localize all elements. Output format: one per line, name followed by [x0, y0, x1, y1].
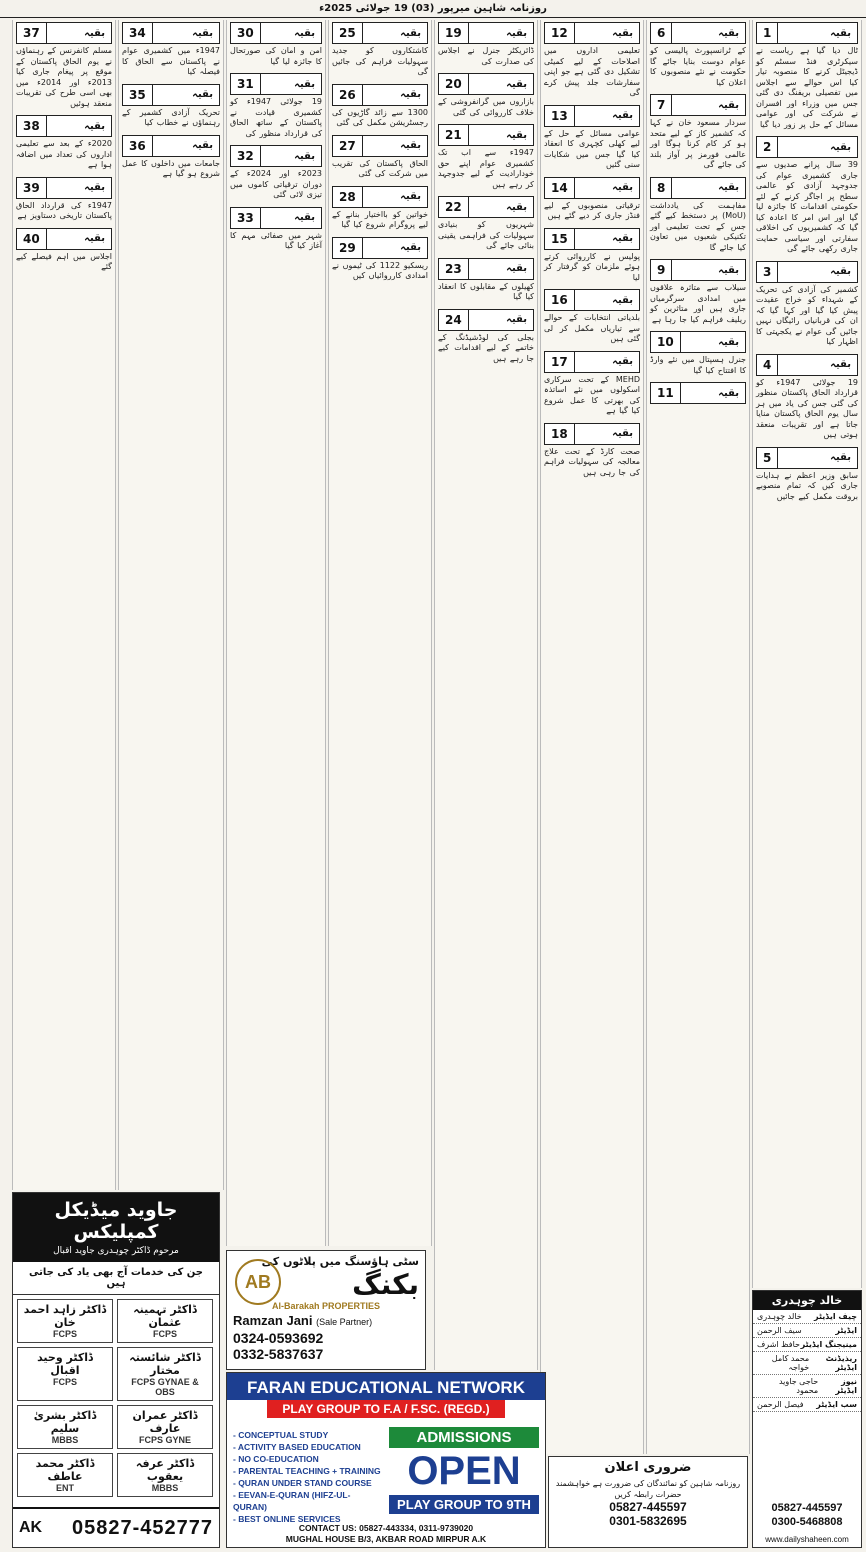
article-section — [438, 258, 534, 303]
column-4 — [434, 20, 538, 1370]
section-tag: بقیہ — [84, 27, 105, 39]
section-number-box — [756, 22, 858, 44]
faran-open: OPEN — [407, 1449, 521, 1493]
article-section — [756, 136, 858, 255]
doctor-card — [17, 1347, 113, 1401]
section-number: 20 — [439, 74, 469, 94]
article-section — [230, 73, 322, 139]
section-tag: بقیہ — [294, 78, 315, 90]
article-section — [122, 22, 220, 78]
section-number-box — [544, 289, 640, 311]
section-number-box — [332, 237, 428, 259]
section-number-box — [16, 115, 112, 137]
section-tag: بقیہ — [718, 27, 739, 39]
section-number: 21 — [439, 125, 469, 145]
section-tag: بقیہ — [84, 182, 105, 193]
section-tag: بقیہ — [294, 27, 315, 39]
section-text: کھیلوں کے مقابلوں کا انعقاد کیا گیا — [438, 281, 534, 301]
doctor-card — [117, 1453, 213, 1497]
al-barakah-logo-icon: AB — [235, 1259, 281, 1305]
section-tag: بقیہ — [612, 294, 633, 306]
article-section — [438, 124, 534, 190]
medical-complex-ad — [12, 1192, 220, 1548]
section-number: 36 — [123, 136, 153, 156]
section-text: مسلم کانفرنس کے رہنماؤں نے یوم الحاق پاکستان کے موقع پر پیغام جاری کیا 2013ء اور 2014ء میں بھی اسی طرح کی تقریبات منعقد ہوئیں — [16, 46, 112, 108]
column-7 — [118, 20, 224, 1190]
section-number: 29 — [333, 238, 363, 258]
contact-role: (Sale Partner) — [316, 1317, 373, 1327]
article-section — [650, 259, 746, 325]
article-section — [544, 289, 640, 345]
article-section — [122, 135, 220, 180]
article-section — [438, 22, 534, 67]
section-number: 16 — [545, 290, 575, 310]
medical-ad-tagline: جن کی خدمات آج بھی یاد کی جاتی ہیں — [13, 1262, 219, 1295]
section-number: 27 — [333, 136, 363, 156]
section-tag: بقیہ — [400, 27, 421, 39]
article-section — [544, 228, 640, 284]
section-number: 5 — [757, 448, 778, 468]
section-number-box — [650, 22, 746, 44]
section-number: 1 — [757, 23, 778, 43]
section-number-box — [438, 22, 534, 44]
section-tag: بقیہ — [718, 182, 739, 193]
article-section — [544, 423, 640, 479]
article-section — [332, 135, 428, 180]
faran-feature: - ACTIVITY BASED EDUCATION — [233, 1442, 361, 1452]
section-text: بجلی کی لوڈشیڈنگ کے خاتمے کے لیے اقدامات کیے جا رہے ہیں — [438, 332, 534, 363]
staff-role: مینیجنگ ایڈیٹر — [800, 1340, 857, 1349]
section-number: 40 — [17, 229, 47, 249]
section-text: اجلاس میں اہم فیصلے کیے گئے — [16, 251, 112, 271]
section-tag: بقیہ — [830, 141, 851, 153]
section-number-box — [16, 177, 112, 199]
section-number-box — [16, 22, 112, 44]
section-text: جامعات میں داخلوں کا عمل شروع ہو گیا ہے — [122, 158, 220, 178]
article-section — [650, 331, 746, 376]
section-text: 1947ء سے اب تک کشمیری عوام اپنے حق خودارادیت کے لیے جدوجہد کر رہے ہیں — [438, 148, 534, 189]
article-section — [332, 186, 428, 231]
article-section — [756, 354, 858, 441]
section-number: 13 — [545, 106, 575, 126]
section-number-box — [544, 177, 640, 199]
section-tag: بقیہ — [400, 191, 421, 202]
section-tag: بقیہ — [830, 452, 851, 463]
staff-name: سیف الرحمن — [757, 1326, 802, 1335]
faran-feature: - QURAN UNDER STAND COURSE — [233, 1478, 372, 1488]
article-section — [16, 228, 112, 273]
section-text: پولیس نے کارروائی کرتے ہوئے ملزمان کو گرفتار کر لیا — [544, 251, 640, 282]
section-number: 7 — [651, 95, 672, 115]
medical-phone: 05827-452777 — [71, 1516, 213, 1539]
section-tag: بقیہ — [506, 27, 527, 39]
section-tag: بقیہ — [294, 212, 315, 223]
section-number: 30 — [231, 23, 261, 43]
section-text: صحت کارڈ کے تحت علاج معالجہ کی سہولیات فراہم کی جا رہی ہیں — [544, 446, 640, 477]
section-number-box — [438, 73, 534, 95]
section-number-box — [544, 423, 640, 445]
section-tag: بقیہ — [192, 27, 213, 39]
doctor-name: ڈاکٹر وحید اقبال — [37, 1351, 93, 1377]
section-text: ترقیاتی منصوبوں کے لیے فنڈز جاری کر دیے گئے ہیں — [544, 200, 640, 220]
section-number: 17 — [545, 352, 575, 372]
article-section — [16, 177, 112, 222]
article-section — [650, 177, 746, 254]
article-section — [438, 196, 534, 252]
column-1 — [752, 20, 862, 1288]
section-text: 39 سال پرانے صدیوں سے جاری کشمیری عوام کی جدوجہد آزادی کو عالمی سطح پر اجاگر کرنے کے لئے حکومتی اقدامات کا جائزہ لیا گیا اور اس امر کا اعادہ کیا گیا کہ کشمیریوں کی اخلاقی سفارتی اور سیاسی حمایت جاری رکھی جائے گی — [756, 160, 858, 253]
booking-contact-person — [227, 1311, 425, 1330]
section-text: جنرل ہسپتال میں نئے وارڈ کا افتتاح کیا گیا — [650, 355, 746, 375]
article-section — [122, 84, 220, 129]
section-text: 2023ء اور 2024ء کے دوران ترقیاتی کاموں میں تیزی لائی گئی — [230, 169, 322, 199]
staff-list — [753, 1310, 861, 1412]
section-tag: بقیہ — [84, 120, 105, 132]
section-tag: بقیہ — [718, 264, 739, 276]
doctor-credential: FCPS — [52, 1377, 77, 1387]
section-text: امن و امان کی صورتحال کا جائزہ لیا گیا — [230, 46, 322, 66]
article-section — [230, 22, 322, 67]
section-number-box — [650, 94, 746, 116]
column-2 — [646, 20, 750, 1454]
section-tag: بقیہ — [84, 233, 105, 244]
section-number-box — [756, 136, 858, 158]
section-tag: بقیہ — [612, 182, 633, 193]
doctor-card — [117, 1347, 213, 1401]
section-tag: بقیہ — [830, 27, 851, 39]
editorial-staff-box — [752, 1290, 862, 1548]
section-number: 24 — [439, 310, 469, 330]
doctor-list — [13, 1295, 219, 1501]
staff-name: محمد کامل خواجہ — [771, 1354, 810, 1372]
article-section — [332, 237, 428, 282]
medical-ad-title: جاوید میڈیکل کمپلیکس — [54, 1199, 178, 1243]
section-text: سابق وزیر اعظم نے ہدایات جاری کیں کہ تمام منصوبے بروقت مکمل کیے جائیں — [756, 470, 858, 501]
doctor-name: ڈاکٹر بشریٰ سلیم — [33, 1409, 97, 1435]
section-number: 39 — [17, 178, 47, 198]
doctor-credential: FCPS GYNAE & OBS — [131, 1377, 199, 1397]
section-text: 2020ء کے بعد سے تعلیمی اداروں کی تعداد میں اضافہ ہوا ہے — [16, 139, 112, 169]
section-number-box — [332, 135, 428, 157]
section-number-box — [544, 351, 640, 373]
section-number-box — [230, 22, 322, 44]
doctor-credential: ENT — [56, 1483, 74, 1493]
staff-role: چیف ایڈیٹر — [814, 1312, 857, 1321]
section-number: 32 — [231, 146, 261, 166]
section-number: 4 — [757, 355, 778, 375]
faran-feature: - BEST ONLINE SERVICES — [233, 1514, 341, 1524]
doctor-credential: MBBS — [151, 1483, 179, 1493]
staff-role: سب ایڈیٹر — [816, 1400, 857, 1409]
article-section — [756, 22, 858, 130]
section-number-box — [756, 261, 858, 283]
section-number-box — [438, 124, 534, 146]
section-number: 11 — [651, 383, 681, 403]
article-section — [16, 22, 112, 109]
section-text: ریسکیو 1122 کی ٹیموں نے امدادی کارروائیاں کیں — [332, 260, 428, 280]
article-section — [230, 207, 322, 252]
staff-name: خالد چوہدری — [757, 1312, 802, 1321]
article-section — [438, 309, 534, 365]
section-number-box — [438, 258, 534, 280]
doctor-card — [17, 1405, 113, 1449]
contact-name: Ramzan Jani — [233, 1313, 313, 1328]
article-section — [650, 94, 746, 171]
section-tag: بقیہ — [506, 314, 527, 325]
faran-educational-ad — [226, 1372, 546, 1548]
article-section — [544, 22, 640, 99]
section-number-box — [332, 22, 428, 44]
section-text: ڈائریکٹر جنرل نے اجلاس کی صدارت کی — [438, 46, 534, 66]
column-8 — [12, 20, 116, 1190]
booking-ad-brand: Al-Barakah PROPERTIES — [271, 1301, 381, 1311]
section-number-box — [650, 382, 746, 404]
doctor-card — [117, 1299, 213, 1343]
section-number: 8 — [651, 178, 672, 198]
section-number-box — [230, 73, 322, 95]
section-tag: بقیہ — [400, 140, 421, 151]
faran-playgroup: PLAY GROUP TO 9TH — [389, 1495, 539, 1514]
section-text: شہر میں صفائی مہم کا آغاز کیا گیا — [230, 230, 322, 250]
staff-phone-1: 05827-445597 — [771, 1502, 843, 1514]
section-number: 2 — [757, 137, 778, 157]
section-number: 38 — [17, 116, 47, 136]
section-text: بلدیاتی انتخابات کے حوالے سے تیاریاں مکمل کر لی گئی ہیں — [544, 313, 640, 343]
doctor-credential: FCPS — [152, 1329, 177, 1339]
column-6 — [226, 20, 326, 1246]
section-number-box — [16, 228, 112, 250]
article-section — [544, 177, 640, 222]
section-tag: بقیہ — [830, 359, 851, 370]
section-text: 19 جولائی 1947ء کو کشمیری قیادت نے پاکستان کے ساتھ الحاق کی قرارداد منظور کی — [230, 97, 323, 138]
section-tag: بقیہ — [612, 356, 633, 367]
medical-ad-header — [13, 1193, 219, 1262]
section-number-box — [756, 447, 858, 469]
faran-admissions: ADMISSIONS — [389, 1427, 539, 1448]
section-text: بازاروں میں گرانفروشی کے خلاف کارروائی کی گئی — [438, 97, 534, 117]
staff-row — [753, 1324, 861, 1338]
section-number-box — [230, 207, 322, 229]
staff-row — [753, 1338, 861, 1352]
faran-contact-phone: CONTACT US: 05827-443334, 0311-9739020 — [298, 1523, 474, 1533]
section-tag: بقیہ — [506, 263, 527, 274]
section-number: 12 — [545, 23, 575, 43]
staff-role: ایڈیٹر — [835, 1326, 857, 1335]
doctor-name: ڈاکٹر محمد عاطف — [35, 1457, 95, 1483]
section-text: 19 جولائی 1947ء کو قرارداد الحاق پاکستان منظور کی گئی جس کی یاد میں ہر سال یوم الحاق پاکستان منایا جاتا ہے اور تقریبات منعقد ہوتی ہیں — [756, 377, 858, 439]
section-number: 6 — [651, 23, 672, 43]
notice-phone-2: 0301-5832695 — [609, 1514, 687, 1528]
section-tag: بقیہ — [612, 110, 633, 121]
section-tag: بقیہ — [830, 266, 851, 277]
section-number-box — [650, 177, 746, 199]
section-number-box — [544, 228, 640, 250]
booking-phone-1: 0324-0593692 — [233, 1330, 324, 1346]
staff-name: حاجی جاوید محمود — [778, 1377, 819, 1395]
section-text: MEHD کے تحت سرکاری اسکولوں میں نئے اساتذہ کی بھرتی کا عمل شروع کیا گیا ہے — [544, 374, 640, 415]
section-tag: بقیہ — [612, 233, 633, 244]
property-booking-ad — [226, 1250, 426, 1370]
faran-ribbon: PLAY GROUP TO F.A / F.SC. (REGD.) — [267, 1400, 505, 1418]
section-number: 37 — [17, 23, 47, 43]
section-number: 3 — [757, 262, 778, 282]
article-section — [544, 105, 640, 171]
staff-name: حافظ اشرف — [757, 1340, 800, 1349]
section-text: کاشتکاروں کو جدید سہولیات فراہم کی جائیں گی — [332, 46, 428, 76]
column-5 — [328, 20, 432, 1246]
article-section — [650, 22, 746, 88]
section-number: 35 — [123, 85, 153, 105]
section-tag: بقیہ — [400, 242, 421, 253]
section-number-box — [438, 196, 534, 218]
article-section — [230, 145, 322, 201]
section-tag: بقیہ — [506, 201, 527, 213]
section-number: 28 — [333, 187, 363, 207]
ak-logo: AK — [19, 1519, 43, 1536]
staff-website[interactable]: www.dailyshaheen.com — [765, 1535, 849, 1544]
section-tag: بقیہ — [718, 336, 739, 348]
section-tag: بقیہ — [612, 27, 633, 39]
section-number: 19 — [439, 23, 469, 43]
section-number-box — [756, 354, 858, 376]
medical-ad-subtitle: مرحوم ڈاکٹر چوہدری جاوید اقبال — [53, 1246, 179, 1256]
section-number-box — [544, 105, 640, 127]
section-text: مفاہمت کی یادداشت (MoU) پر دستخط کیے گئے جس کے تحت تعلیمی اور تکنیکی شعبوں میں تعاون کیا جائے گا — [650, 200, 746, 252]
doctor-name: ڈاکٹر زاہد احمد خان — [23, 1303, 107, 1329]
section-number-box — [544, 22, 640, 44]
section-number-box — [122, 135, 220, 157]
faran-contact — [227, 1523, 545, 1545]
section-text: ٹال دیا گیا ہے ریاست نے سیکرٹری فنڈ سسٹم کو ڈیجیٹل کرنے کا منصوبہ تیار کیا اس حوالے سے اجلاس میں تفصیلی بریفنگ دی گئی جس میں وزراء اور افسران نے شرکت کی اور عوامی مسائل کے حل پر زور دیا گیا — [756, 46, 858, 129]
staff-role: نیوز ایڈیٹر — [835, 1377, 857, 1395]
faran-title: FARAN EDUCATIONAL NETWORK — [227, 1373, 545, 1400]
notice-body: روزنامہ شاہین کو نمائندگان کی ضرورت ہے خواہشمند حضرات رابطہ کریں — [555, 1479, 741, 1499]
booking-phone-2: 0332-5837637 — [233, 1346, 324, 1362]
doctor-name: ڈاکٹر تہمینہ عثمان — [133, 1303, 197, 1329]
section-tag: بقیہ — [400, 89, 421, 100]
article-section — [16, 115, 112, 171]
faran-feature: - PARENTAL TEACHING + TRAINING — [233, 1466, 381, 1476]
staff-row — [753, 1352, 861, 1375]
faran-feature: - CONCEPTUAL STUDY — [233, 1430, 329, 1440]
staff-phone-2: 0300-5468808 — [771, 1516, 843, 1528]
section-number-box — [332, 84, 428, 106]
section-number-box — [650, 259, 746, 281]
section-number: 33 — [231, 208, 261, 228]
doctor-card — [17, 1453, 113, 1497]
staff-head: خالد چوہدری — [753, 1291, 861, 1310]
important-notice-ad — [548, 1456, 748, 1548]
section-text: شہریوں کو بنیادی سہولیات کی فراہمی یقینی بنائی جائے گی — [438, 220, 534, 250]
booking-ad-line: سٹی ہاؤسنگ میں پلاٹوں کی — [261, 1255, 419, 1268]
doctor-name: ڈاکٹر عرفہ یعقوب — [135, 1457, 195, 1483]
section-text: تحریک آزادی کشمیر کے رہنماؤں نے خطاب کیا — [122, 107, 220, 127]
section-number-box — [332, 186, 428, 208]
article-section — [332, 84, 428, 129]
section-number-box — [230, 145, 322, 167]
faran-contact-address: MUGHAL HOUSE B/3, AKBAR ROAD MIRPUR A.K — [285, 1534, 487, 1544]
section-tag: بقیہ — [718, 387, 739, 399]
section-tag: بقیہ — [612, 428, 633, 439]
section-number: 25 — [333, 23, 363, 43]
faran-feature: - EEVAN-E-QURAN (HIFZ-UL-QURAN) — [233, 1490, 351, 1512]
section-number: 34 — [123, 23, 153, 43]
section-text: 1300 سے زائد گاڑیوں کی رجسٹریشن مکمل کی گئی — [332, 107, 428, 127]
section-text: عوامی مسائل کے حل کے لیے کھلی کچہری کا انعقاد کیا گیا جس میں شکایات سنی گئیں — [544, 128, 640, 169]
article-section — [544, 351, 640, 417]
doctor-card — [117, 1405, 213, 1449]
notice-phone-1: 05827-445597 — [609, 1500, 687, 1514]
section-number: 14 — [545, 178, 575, 198]
section-text: سیلاب سے متاثرہ علاقوں میں امدادی سرگرمیاں جاری ہیں اور متاثرین کو ریلیف فراہم کیا جا رہا ہے — [650, 283, 746, 324]
doctor-credential: FCPS GYNE — [138, 1435, 191, 1445]
faran-feature-list — [233, 1429, 383, 1525]
section-number-box — [650, 331, 746, 353]
section-number-box — [122, 84, 220, 106]
article-section — [650, 382, 746, 404]
section-tag: بقیہ — [506, 78, 527, 90]
section-tag: بقیہ — [192, 89, 213, 100]
notice-title: ضروری اعلان — [604, 1460, 692, 1475]
staff-phones — [753, 1501, 861, 1529]
section-number: 10 — [651, 332, 681, 352]
section-text: تعلیمی اداروں میں اصلاحات کے لیے کمیٹی تشکیل دی گئی ہے جو اپنی سفارشات جلد پیش کرے گی — [544, 46, 640, 97]
doctor-card — [17, 1299, 113, 1343]
section-number: 23 — [439, 259, 469, 279]
section-text: 1947ء میں کشمیری عوام نے پاکستان سے الحاق کا فیصلہ کیا — [122, 46, 220, 76]
medical-ad-footer — [13, 1507, 219, 1547]
section-tag: بقیہ — [294, 150, 315, 162]
doctor-name: ڈاکٹر شائستہ مختار — [129, 1351, 201, 1377]
column-3 — [540, 20, 644, 1454]
staff-role: ریذیڈنٹ ایڈیٹر — [825, 1354, 857, 1372]
staff-row — [753, 1375, 861, 1398]
section-number: 15 — [545, 229, 575, 249]
doctor-credential: MBBS — [51, 1435, 79, 1445]
booking-ad-headline: بکنگ — [352, 1268, 419, 1301]
section-text: سردار مسعود خان نے کہا کہ کشمیر کاز کے لیے متحد ہو کر کام کرنا ہوگا اور عالمی فورمز پر آواز بلند کی جائے گی — [650, 118, 746, 169]
article-section — [756, 261, 858, 348]
section-tag: بقیہ — [506, 129, 527, 141]
section-number: 31 — [231, 74, 261, 94]
doctor-name: ڈاکٹر عمران عارف — [132, 1409, 198, 1435]
section-number: 26 — [333, 85, 363, 105]
masthead: روزنامہ شاہین میرپور (03) 19 جولائی 2025ء — [0, 0, 866, 18]
staff-name: فیصل الرحمن — [757, 1400, 804, 1409]
section-number-box — [122, 22, 220, 44]
staff-row — [753, 1310, 861, 1324]
section-number: 9 — [651, 260, 672, 280]
section-text: الحاق پاکستان کی تقریب میں شرکت کی گئی — [332, 158, 428, 178]
faran-feature: - NO CO-EDUCATION — [233, 1454, 319, 1464]
section-number: 18 — [545, 424, 575, 444]
section-text: خواتین کو بااختیار بنانے کے لیے پروگرام شروع کیا گیا — [332, 209, 428, 229]
section-tag: بقیہ — [192, 140, 213, 151]
section-text: 1947ء کی قرارداد الحاق پاکستان تاریخی دستاویز ہے — [16, 200, 112, 220]
section-text: کشمیر کی آزادی کی تحریک کے شہداء کو خراج عقیدت پیش کیا گیا اور کہا گیا کہ ان کی قربانیاں رائیگاں نہیں جائیں گی عوام نے یکجہتی کا اظہار کیا — [756, 284, 858, 346]
article-section — [438, 73, 534, 118]
staff-row — [753, 1398, 861, 1412]
section-number: 22 — [439, 197, 469, 217]
section-tag: بقیہ — [718, 99, 739, 111]
section-text: کے ٹرانسپورٹ پالیسی کو عوام دوست بنایا جائے گا حکومت نے نئے منصوبوں کا اعلان کیا — [650, 46, 746, 87]
section-number-box — [438, 309, 534, 331]
article-section — [332, 22, 428, 78]
article-section — [756, 447, 858, 503]
doctor-credential: FCPS — [52, 1329, 77, 1339]
